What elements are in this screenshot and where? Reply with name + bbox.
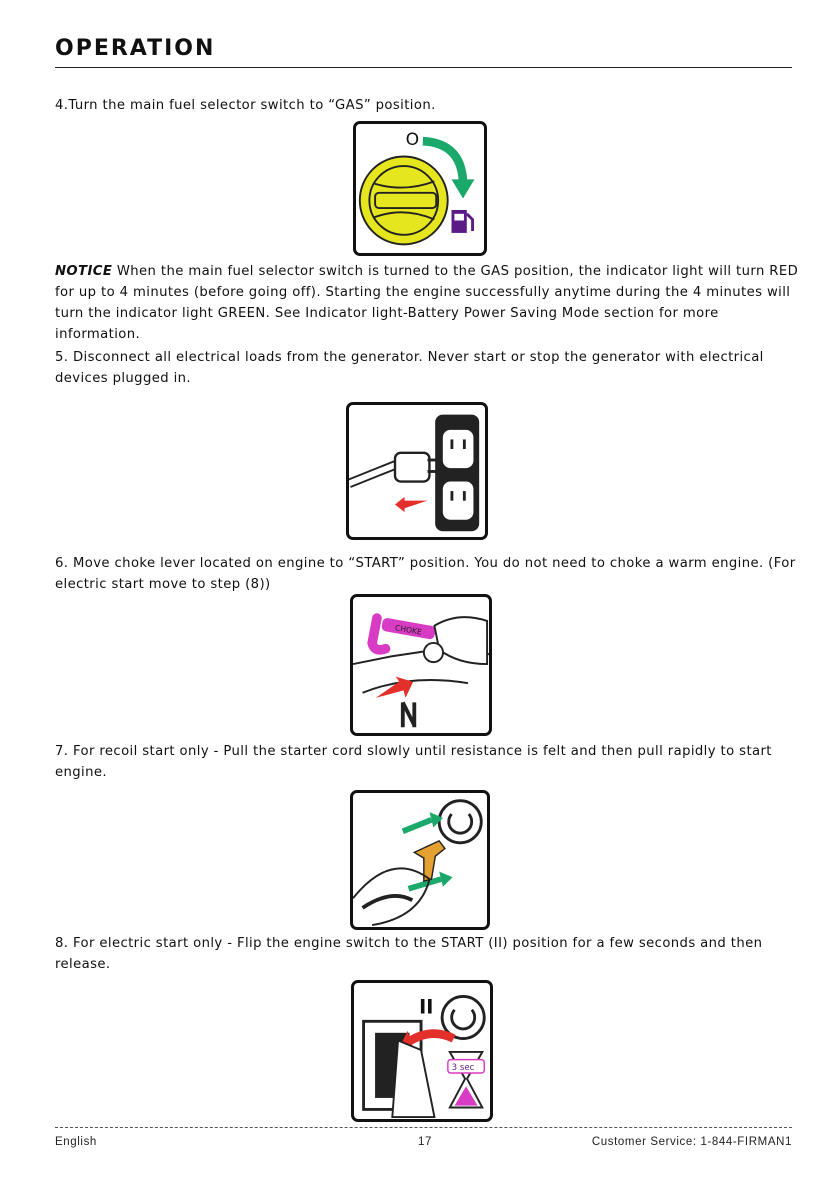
footer-language: English <box>55 1136 97 1148</box>
switch-position-label: II <box>419 995 434 1019</box>
customer-service: Customer Service: 1-844-FIRMAN1 <box>591 1136 792 1148</box>
pull-arrow-icon <box>395 497 428 512</box>
finger-icon <box>392 1040 434 1117</box>
pull-arrow-bottom-icon <box>439 871 452 886</box>
notice-text: When the main fuel selector switch is turned to the GAS position, the indicator light will turn RED for up to 4 minutes (before going off). Starting the engine successfully anytime during the 4 minutes will turn the indicator light GREEN. See Indicator light-Battery Power Saving Mode section for more information. <box>55 264 799 342</box>
plug-icon <box>395 453 429 482</box>
choke-arrow-icon <box>372 673 417 706</box>
choke-label: CHOKE <box>394 623 423 637</box>
off-symbol: O <box>405 130 420 151</box>
fuel-selector-figure <box>353 121 487 256</box>
timer-label: 3 sec <box>451 1063 475 1074</box>
step-6-text: 6. Move choke lever located on engine to “START” position. You do not need to choke a warm engine. (For electric start move to step (8)) <box>55 556 796 592</box>
footer-divider <box>55 1127 792 1128</box>
notice-paragraph <box>55 261 800 345</box>
choke-symbol-icon <box>403 702 414 727</box>
step-8-text: 8. For electric start only - Flip the engine switch to the START (II) position for a few seconds and then release. <box>55 936 763 972</box>
step-4-text: 4.Turn the main fuel selector switch to “GAS” position. <box>55 98 436 113</box>
step-7-text: 7. For recoil start only - Pull the starter cord slowly until resistance is felt and then pull rapidly to start engine. <box>55 744 772 780</box>
electric-start-figure <box>351 980 493 1122</box>
start-symbol-icon <box>439 801 481 843</box>
recoil-start-figure <box>350 790 490 930</box>
page-number: 17 <box>418 1136 432 1148</box>
choke-figure <box>350 594 492 736</box>
notice-label: NOTICE <box>55 264 113 279</box>
flip-arrow-icon <box>408 1034 454 1043</box>
step-5-text: 5. Disconnect all electrical loads from the generator. Never start or stop the generator with electrical devices plugged in. <box>55 350 764 386</box>
unplug-figure <box>346 402 488 540</box>
page-title: OPERATION <box>55 36 216 61</box>
header-divider <box>55 67 792 68</box>
fuel-pump-icon <box>452 210 467 233</box>
